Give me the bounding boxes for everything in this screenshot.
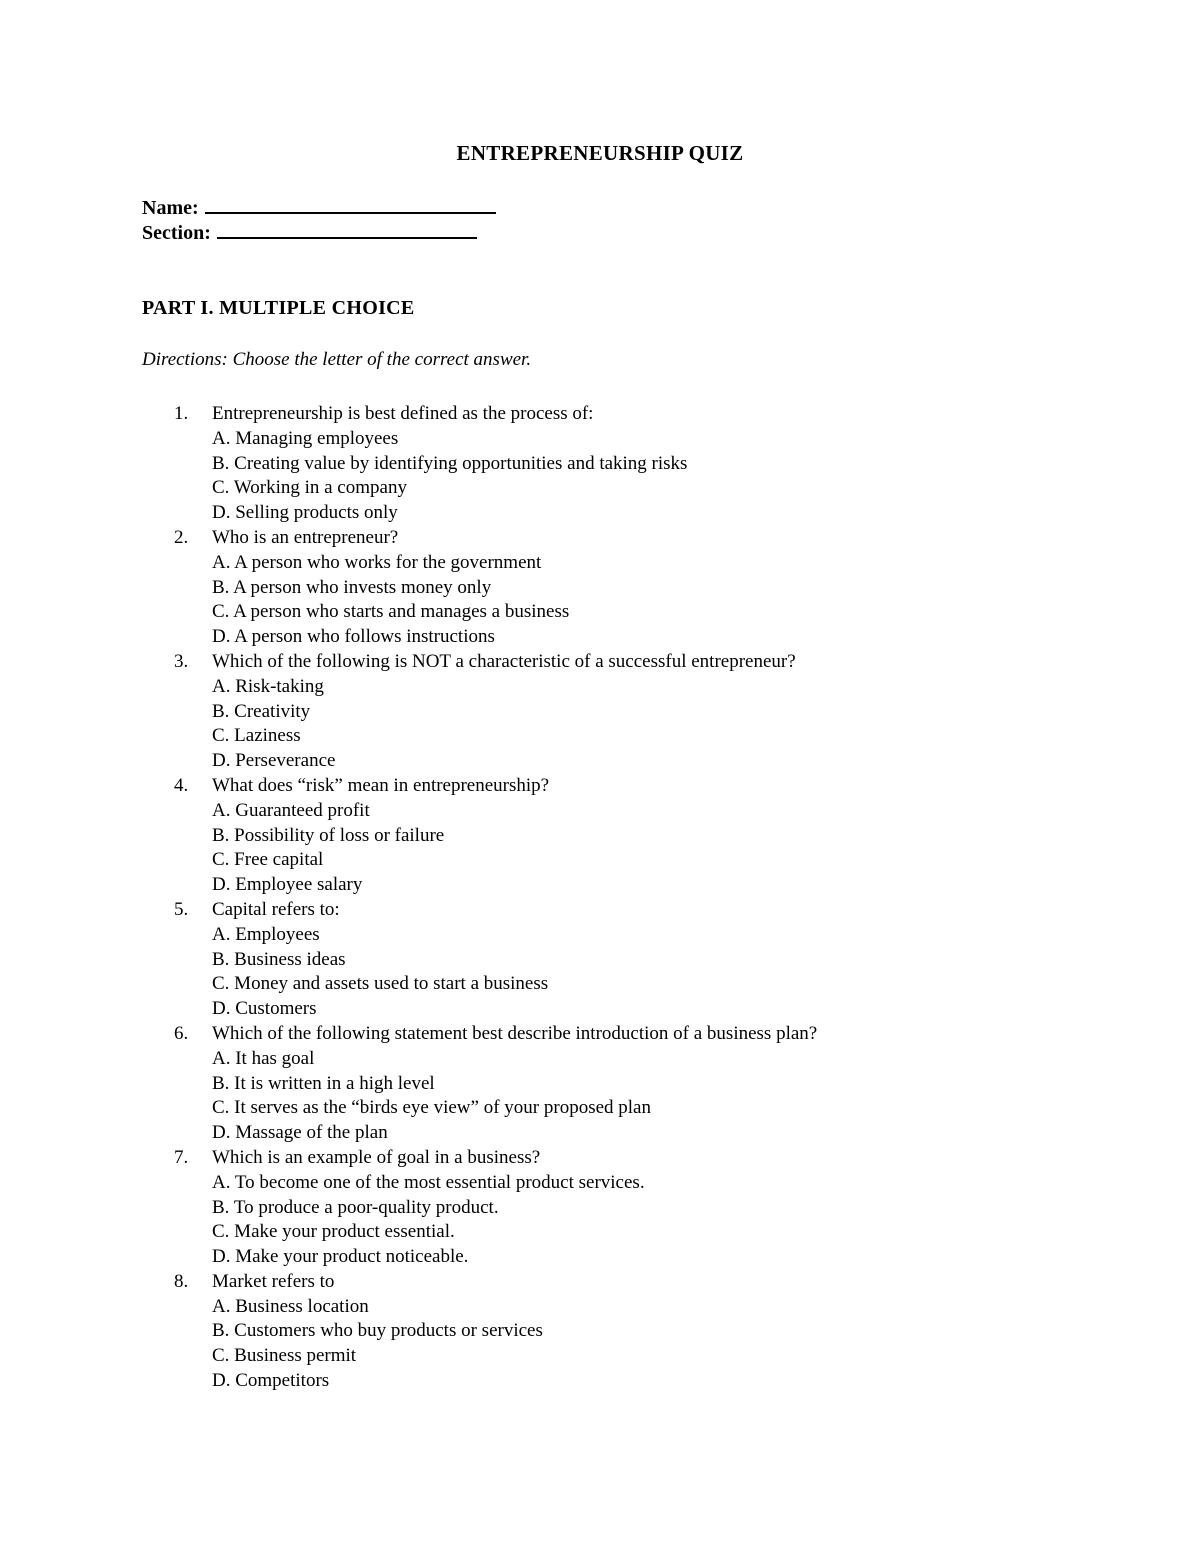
question-number: 1. [174,403,189,424]
section-label: Section: [142,222,211,244]
choice-list [212,675,1102,774]
section-field-row [142,219,477,246]
page-title: ENTREPRENEURSHIP QUIZ [456,141,744,165]
answer-choice: C. Business permit [212,1345,357,1367]
answer-choice: D. Employee salary [212,874,363,896]
question-item [142,1146,1102,1270]
question-text: Market refers to [212,1270,335,1292]
answer-choice: D. Customers [212,998,317,1020]
choice-list [212,551,1102,650]
answer-choice: B. It is written in a high level [212,1072,435,1094]
question-text: Which is an example of goal in a business? [212,1146,541,1168]
question-text: Who is an entrepreneur? [212,526,399,548]
question-number: 2. [174,526,189,548]
question-number: 3. [174,650,189,672]
answer-choice: D. Make your product noticeable. [212,1246,469,1268]
answer-choice: B. Customers who buy products or services [212,1320,543,1342]
question-number: 7. [174,1146,189,1168]
question-number: 6. [174,1022,189,1044]
answer-choice: A. Guaranteed profit [212,799,370,821]
question-item [142,898,1102,1022]
answer-choice: B. Creativity [212,700,311,722]
answer-choice: A. It has goal [212,1047,315,1069]
answer-choice: C. A person who starts and manages a business [212,601,570,623]
answer-choice: C. Laziness [212,725,301,747]
question-number: 8. [174,1270,189,1292]
question-text: Entrepreneurship is best defined as the process of: [212,403,594,424]
choice-list [212,427,1102,526]
choice-list [212,1171,1102,1270]
question-item [142,1270,1102,1394]
question-item [142,402,1102,526]
name-field-row [142,194,496,221]
question-list [142,402,1102,1394]
answer-choice: B. A person who invests money only [212,576,492,598]
answer-choice: A. Employees [212,923,320,945]
choice-list [212,799,1102,898]
answer-choice: D. Massage of the plan [212,1122,388,1144]
choice-list [212,1295,1102,1394]
answer-choice: B. Creating value by identifying opportunities and taking risks [212,452,688,474]
question-item [142,1022,1102,1146]
answer-choice: D. Selling products only [212,502,398,524]
answer-choice: A. Managing employees [212,427,399,449]
answer-choice: C. Working in a company [212,477,407,499]
name-blank-line[interactable] [205,194,496,214]
answer-choice: A. Business location [212,1295,369,1317]
answer-choice: C. Free capital [212,849,324,871]
question-item [142,774,1102,898]
question-item [142,650,1102,774]
directions-text: Directions: Choose the letter of the correct answer. [142,349,532,370]
name-label: Name: [142,197,199,219]
question-item [142,526,1102,650]
answer-choice: C. Make your product essential. [212,1221,455,1243]
question-number: 5. [174,898,189,920]
answer-choice: B. Business ideas [212,948,346,970]
choice-list [212,923,1102,1022]
question-text: Which of the following is NOT a characteristic of a successful entrepreneur? [212,650,796,672]
question-text: What does “risk” mean in entrepreneurship? [212,774,550,796]
answer-choice: D. Perseverance [212,750,336,772]
answer-choice: C. It serves as the “birds eye view” of your proposed plan [212,1097,651,1119]
answer-choice: B. To produce a poor-quality product. [212,1196,499,1218]
question-text: Which of the following statement best describe introduction of a business plan? [212,1022,818,1044]
answer-choice: D. A person who follows instructions [212,626,495,648]
question-text: Capital refers to: [212,898,340,920]
section-blank-line[interactable] [217,219,477,239]
answer-choice: A. A person who works for the government [212,551,542,573]
answer-choice: A. Risk-taking [212,675,324,697]
answer-choice: D. Competitors [212,1370,330,1392]
answer-choice: A. To become one of the most essential product services. [212,1171,645,1193]
choice-list [212,1047,1102,1146]
part-heading: PART I. MULTIPLE CHOICE [142,297,415,319]
answer-choice: C. Money and assets used to start a business [212,973,549,995]
answer-choice: B. Possibility of loss or failure [212,824,445,846]
question-number: 4. [174,774,189,796]
